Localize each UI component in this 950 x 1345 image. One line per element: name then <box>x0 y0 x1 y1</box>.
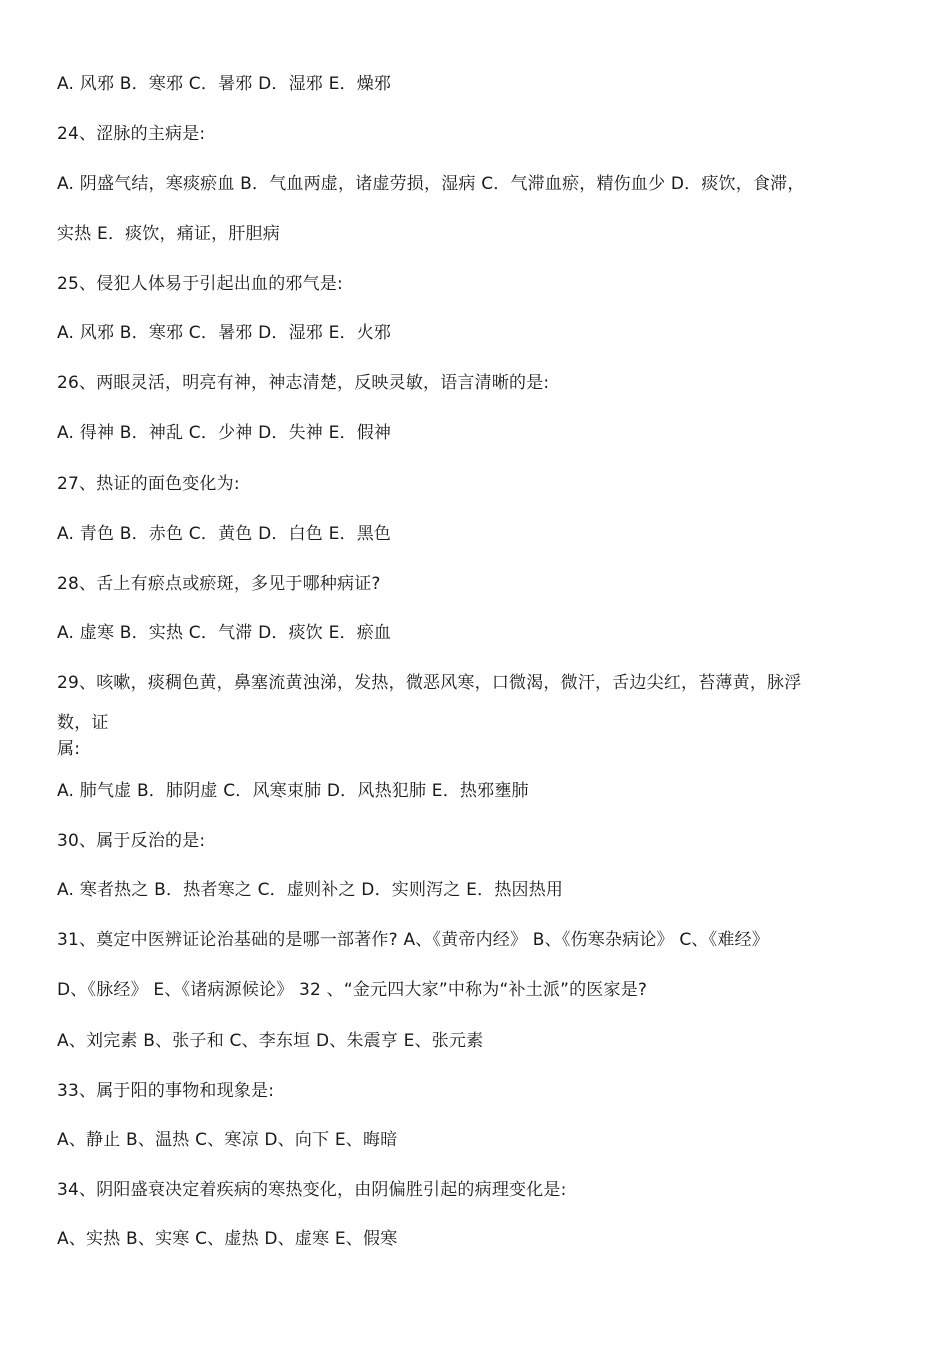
q33-question: 33、属于阳的事物和现象是: <box>57 1081 275 1101</box>
q29-options: A. 肺气虚 B．肺阴虚 C．风寒束肺 D．风热犯肺 E．热邪壅肺 <box>57 781 529 801</box>
q24-options-line1: A. 阴盛气结，寒痰瘀血 B．气血两虚，诸虚劳损，湿病 C．气滞血瘀，精伤血少 D．痰饮，食滞， <box>57 174 805 194</box>
q32-options: A、刘完素 B、张子和 C、李东垣 D、朱震亨 E、张元素 <box>57 1031 484 1051</box>
q27-options: A. 青色 B．赤色 C．黄色 D．白色 E．黑色 <box>57 524 392 544</box>
q29-question-line2: 数，证 <box>57 713 109 733</box>
q28-options: A. 虚寒 B．实热 C．气滞 D．痰饮 E．瘀血 <box>57 623 392 643</box>
q24-question: 24、涩脉的主病是: <box>57 124 206 144</box>
q26-question: 26、两眼灵活，明亮有神，神志清楚，反映灵敏，语言清晰的是: <box>57 373 550 393</box>
q30-question: 30、属于反治的是: <box>57 831 206 851</box>
q27-question: 27、热证的面色变化为: <box>57 474 240 494</box>
q23-options: A. 风邪 B．寒邪 C．暑邪 D．湿邪 E．燥邪 <box>57 74 392 94</box>
q34-question: 34、阴阳盛衰决定着疾病的寒热变化，由阴偏胜引起的病理变化是: <box>57 1180 567 1200</box>
q34-options: A、实热 B、实寒 C、虚热 D、虚寒 E、假寒 <box>57 1229 398 1249</box>
q28-question: 28、舌上有瘀点或瘀斑，多见于哪种病证? <box>57 574 381 594</box>
q29-question-line3: 属: <box>57 739 81 759</box>
q25-options: A. 风邪 B．寒邪 C．暑邪 D．湿邪 E．火邪 <box>57 323 392 343</box>
q26-options: A. 得神 B．神乱 C．少神 D．失神 E．假神 <box>57 423 392 443</box>
q30-options: A. 寒者热之 B．热者寒之 C．虚则补之 D．实则泻之 E．热因热用 <box>57 880 564 900</box>
q31-q32-line: D、《脉经》 E、《诸病源候论》 32 、“金元四大家”中称为“补土派”的医家是? <box>57 980 648 1000</box>
q33-options: A、静止 B、温热 C、寒凉 D、向下 E、晦暗 <box>57 1130 398 1150</box>
q25-question: 25、侵犯人体易于引起出血的邪气是: <box>57 274 343 294</box>
q24-options-line2: 实热 E．痰饮，痛证，肝胆病 <box>57 224 280 244</box>
q31-question: 31、奠定中医辨证论治基础的是哪一部著作? A、《黄帝内经》 B、《伤寒杂病论》 C、《难经》 <box>57 930 769 950</box>
q29-question-line1: 29、咳嗽，痰稠色黄，鼻塞流黄浊涕，发热，微恶风寒，口微渴，微汗，舌边尖红，苔薄黄，脉浮 <box>57 673 802 693</box>
